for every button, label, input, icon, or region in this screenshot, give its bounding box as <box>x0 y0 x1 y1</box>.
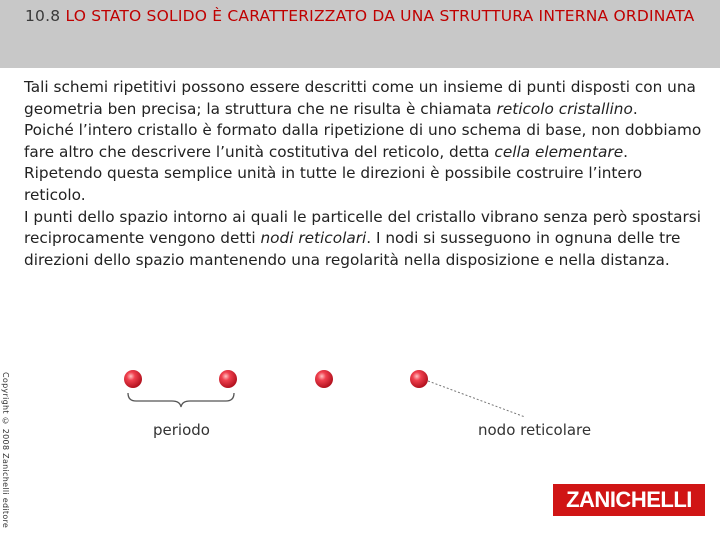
body-text <box>24 77 704 271</box>
paragraph <box>24 207 704 272</box>
zanichelli-logo: ZANICHELLI <box>553 484 705 516</box>
paragraph <box>24 77 704 120</box>
paragraph-text: . <box>632 99 638 118</box>
paragraph <box>24 120 704 163</box>
paragraph-text: Tali schemi ripetitivi possono essere descritti come un insieme di punti disposti con una geometria ben precisa; la struttura che ne risulta è chiamata <box>24 78 696 118</box>
paragraph-text: Ripetendo questa semplice unità in tutte le direzioni è possibile costruire l’intero reticolo. <box>24 164 643 204</box>
node-label: nodo reticolare <box>478 421 592 439</box>
period-label: periodo <box>153 421 210 439</box>
paragraph-text: . I nodi si susseguono in ognuna delle tre direzioni dello spazio mantenendo una regolarità nella disposizione e nella distanza. <box>24 229 681 269</box>
slide-number: 10.8 <box>25 7 61 25</box>
emphasis-term: nodi reticolari <box>260 229 367 248</box>
emphasis-term: cella elementare <box>494 142 624 161</box>
paragraph <box>24 163 704 206</box>
lattice-node <box>219 370 237 388</box>
copyright-notice: Copyright © 2008 Zanichelli editore <box>1 372 10 529</box>
lattice-node <box>410 370 428 388</box>
slide-title <box>25 6 705 27</box>
lattice-diagram <box>0 355 720 465</box>
paragraph-text: Poiché l’intero cristallo è formato dalla ripetizione di uno schema di base, non dobbiamo fare altro che descrivere l’unità costitutiva del reticolo, detta <box>24 121 702 161</box>
lattice-node <box>315 370 333 388</box>
paragraph-text: I punti dello spazio intorno ai quali le particelle del cristallo vibrano senza però spostarsi reciprocamente vengono detti <box>24 207 701 248</box>
node-pointer-line <box>428 381 525 417</box>
lattice-node <box>124 370 142 388</box>
emphasis-term: reticolo cristallino <box>496 99 633 118</box>
period-brace <box>128 393 234 407</box>
slide-header <box>0 0 720 68</box>
slide-title-text: LO STATO SOLIDO È CARATTERIZZATO DA UNA STRUTTURA INTERNA ORDINATA <box>65 7 695 25</box>
paragraph-text: . <box>623 142 628 161</box>
